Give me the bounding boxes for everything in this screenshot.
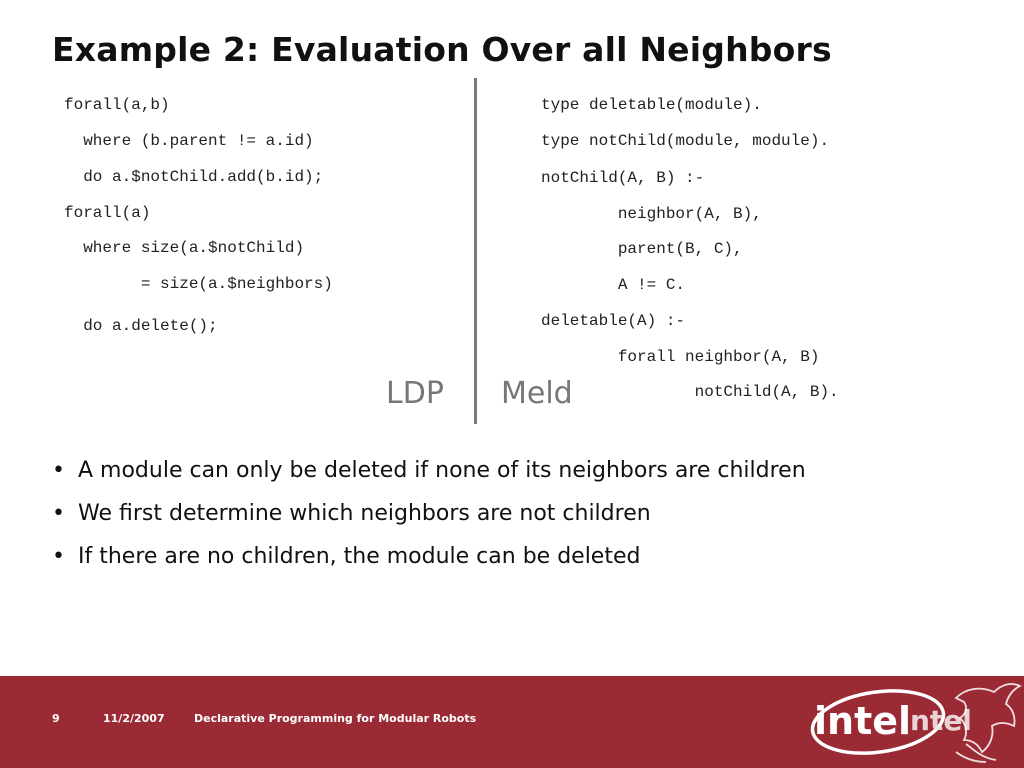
meld-code-line: type deletable(module). [541, 96, 762, 114]
footer-date: 11/2/2007 [103, 712, 165, 725]
bullet-item [52, 501, 806, 544]
meld-code-line: neighbor(A, B), [541, 205, 762, 223]
ldp-code-line: do a.$notChild.add(b.id); [64, 168, 324, 186]
page-number: 9 [52, 712, 60, 725]
meld-code-line: forall neighbor(A, B) [541, 348, 820, 366]
meld-code-line: deletable(A) :- [541, 312, 686, 330]
ldp-code-line: = size(a.$neighbors) [64, 275, 333, 293]
bullet-list [52, 458, 806, 587]
ldp-code-line: forall(a,b) [64, 96, 170, 114]
ldp-code-line: forall(a) [64, 204, 151, 222]
ldp-code-line: where (b.parent != a.id) [64, 132, 314, 150]
meld-code-line: notChild(A, B) :- [541, 169, 705, 187]
bullet-text: We first determine which neighbors are not children [78, 501, 651, 526]
meld-label: Meld [501, 376, 573, 411]
footer-presentation-title: Declarative Programming for Modular Robots [194, 712, 477, 725]
slide-title: Example 2: Evaluation Over all Neighbors [52, 30, 832, 69]
bullet-dot-icon: • [52, 458, 65, 483]
ldp-code-line: do a.delete(); [64, 317, 218, 335]
intel-logo [806, 678, 1024, 768]
bullet-dot-icon: • [52, 544, 65, 569]
bullet-item [52, 458, 806, 501]
ldp-code-line: where size(a.$notChild) [64, 239, 305, 257]
bullet-text: If there are no children, the module can be deleted [78, 544, 641, 569]
intel-wordmark: intel [814, 699, 912, 743]
bullet-dot-icon: • [52, 501, 65, 526]
meld-code-line: parent(B, C), [541, 240, 743, 258]
column-divider [474, 78, 477, 424]
meld-code-line: A != C. [541, 276, 686, 294]
intel-suffix: ntel [910, 704, 972, 737]
meld-code-line: notChild(A, B). [541, 383, 839, 401]
bullet-item [52, 544, 806, 587]
bullet-text: A module can only be deleted if none of its neighbors are children [78, 458, 806, 483]
meld-code-line: type notChild(module, module). [541, 132, 830, 150]
ldp-label: LDP [386, 376, 444, 411]
